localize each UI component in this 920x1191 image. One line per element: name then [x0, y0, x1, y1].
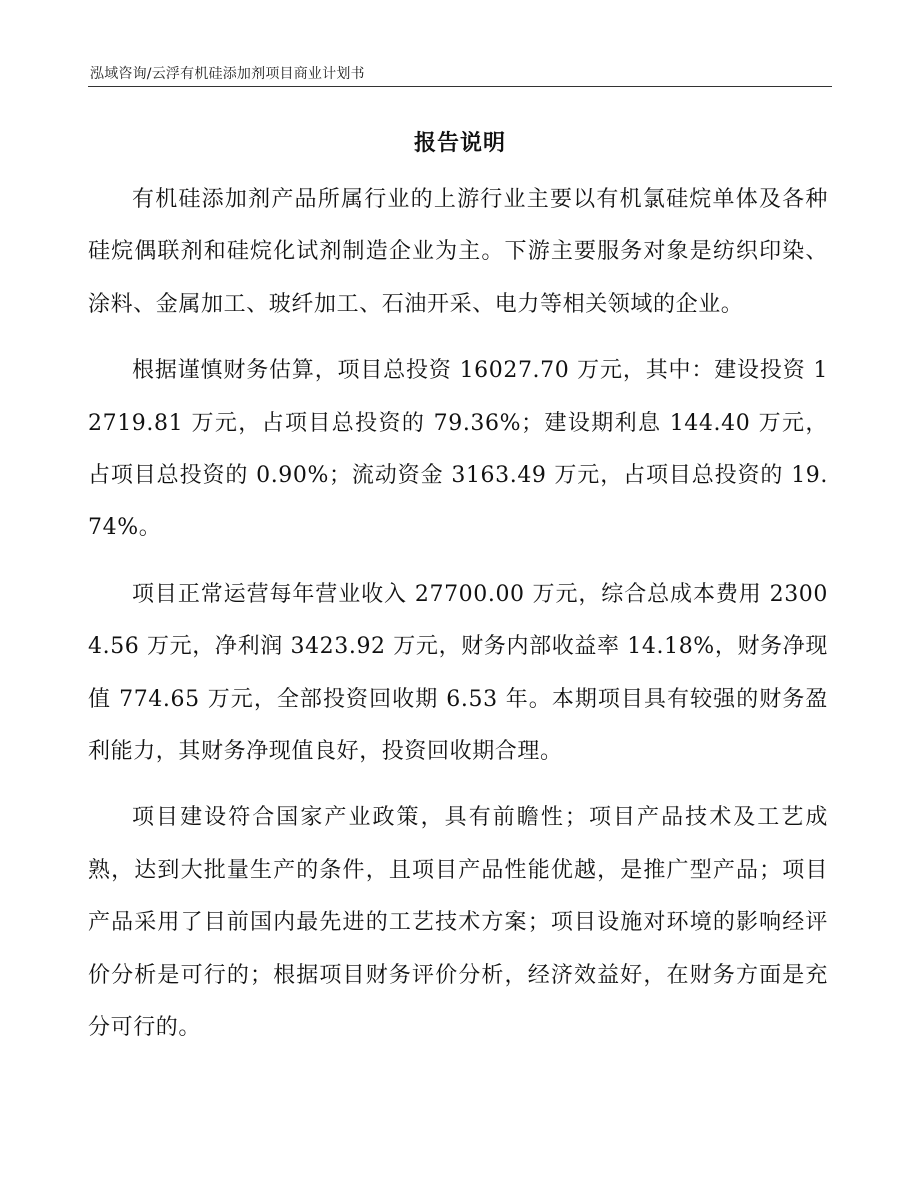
- paragraph-financials: 项目正常运营每年营业收入 27700.00 万元，综合总成本费用 23004.56 万元，净利润 3423.92 万元，财务内部收益率 14.18%，财务净现值 774.65 万元，全部投资回收期 6.53 年。本期项目具有较强的财务盈利能力，其财务净现值良好，投资回收期合理。: [88, 581, 828, 765]
- page-title: 报告说明: [413, 131, 506, 156]
- header-divider: [88, 86, 832, 87]
- paragraph-industry: 有机硅添加剂产品所属行业的上游行业主要以有机氯硅烷单体及各种硅烷偶联剂和硅烷化试剂制造企业为主。下游主要服务对象是纺织印染、涂料、金属加工、玻纤加工、石油开采、电力等相关领域的企业。: [88, 187, 828, 317]
- paragraph-investment: 根据谨慎财务估算，项目总投资 16027.70 万元，其中：建设投资 12719.81 万元，占项目总投资的 79.36%；建设期利息 144.40 万元，占项目总投资的 0.90%；流动资金 3163.49 万元，占项目总投资的 19.74%。: [88, 358, 828, 541]
- running-header: 泓域咨询/云浮有机硅添加剂项目商业计划书: [90, 66, 365, 82]
- paragraph-feasibility: 项目建设符合国家产业政策，具有前瞻性；项目产品技术及工艺成熟，达到大批量生产的条件，且项目产品性能优越，是推广型产品；项目产品采用了目前国内最先进的工艺技术方案；项目设施对环境的影响经评价分析是可行的；根据项目财务评价分析，经济效益好，在财务方面是充分可行的。: [88, 805, 828, 1041]
- body-text: [88, 174, 828, 1069]
